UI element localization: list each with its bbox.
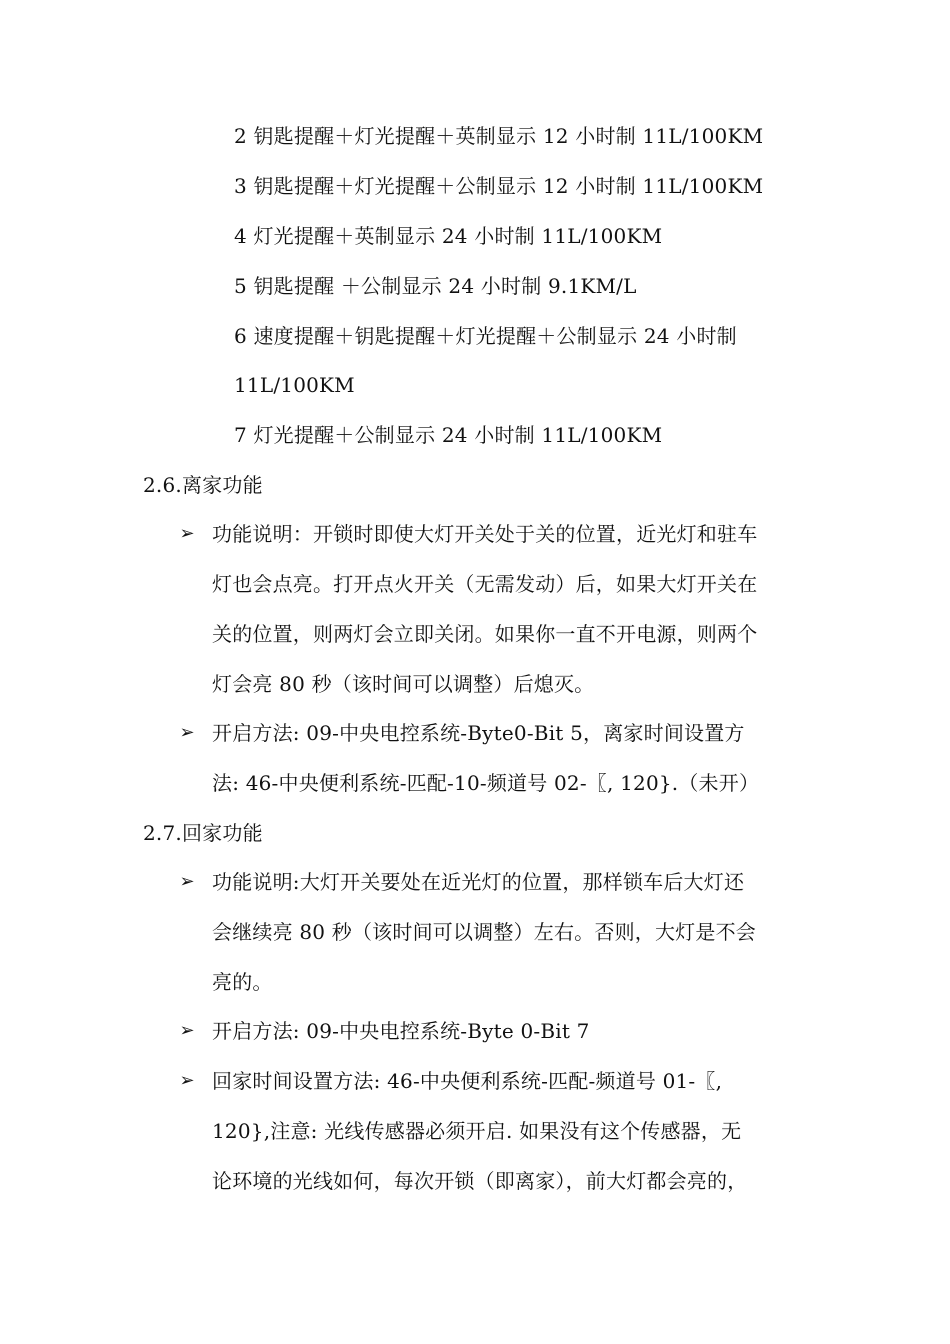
bullet-arrow-icon: ➢ — [179, 1020, 195, 1041]
bullet-text-line: 功能说明:大灯开关要处在近光灯的位置，那样锁车后大灯还 — [212, 870, 745, 894]
bullet-text-line: 关的位置，则两灯会立即关闭。如果你一直不开电源，则两个 — [212, 622, 758, 646]
bullet-text-line: 回家时间设置方法: 46-中央便利系统-匹配-频道号 01-〖, — [212, 1069, 723, 1093]
list-item: 6 速度提醒＋钥匙提醒＋灯光提醒＋公制显示 24 小时制 — [234, 324, 737, 348]
list-item-continuation: 11L/100KM — [234, 373, 355, 397]
bullet-text-line: 灯会亮 80 秒（该时间可以调整）后熄灭。 — [212, 672, 595, 696]
bullet-text-line: 法: 46-中央便利系统-匹配-10-频道号 02-〖, 120}.（未开） — [212, 771, 760, 795]
bullet-text-line: 开启方法: 09-中央电控系统-Byte 0-Bit 7 — [212, 1019, 590, 1043]
bullet-text-line: 亮的。 — [212, 970, 273, 994]
section-heading-2-6: 2.6.离家功能 — [143, 473, 263, 497]
bullet-text-line: 120},注意: 光线传感器必须开启. 如果没有这个传感器，无 — [212, 1119, 742, 1143]
list-item: 5 钥匙提醒 ＋公制显示 24 小时制 9.1KM/L — [234, 274, 637, 298]
bullet-arrow-icon: ➢ — [179, 722, 195, 743]
bullet-arrow-icon: ➢ — [179, 523, 195, 544]
bullet-text-line: 会继续亮 80 秒（该时间可以调整）左右。否则，大灯是不会 — [212, 920, 756, 944]
bullet-arrow-icon: ➢ — [179, 871, 195, 892]
bullet-text-line: 灯也会点亮。打开点火开关（无需发动）后，如果大灯开关在 — [212, 572, 758, 596]
list-item: 2 钥匙提醒＋灯光提醒＋英制显示 12 小时制 11L/100KM — [234, 124, 764, 148]
bullet-text-line: 开启方法: 09-中央电控系统-Byte0-Bit 5，离家时间设置方 — [212, 721, 745, 745]
bullet-arrow-icon: ➢ — [179, 1070, 195, 1091]
list-item: 4 灯光提醒＋英制显示 24 小时制 11L/100KM — [234, 224, 663, 248]
section-heading-2-7: 2.7.回家功能 — [143, 821, 263, 845]
list-item: 3 钥匙提醒＋灯光提醒＋公制显示 12 小时制 11L/100KM — [234, 174, 764, 198]
bullet-text-line: 论环境的光线如何，每次开锁（即离家），前大灯都会亮的， — [212, 1169, 748, 1193]
bullet-text-line: 功能说明：开锁时即使大灯开关处于关的位置，近光灯和驻车 — [212, 522, 758, 546]
list-item: 7 灯光提醒＋公制显示 24 小时制 11L/100KM — [234, 423, 663, 447]
